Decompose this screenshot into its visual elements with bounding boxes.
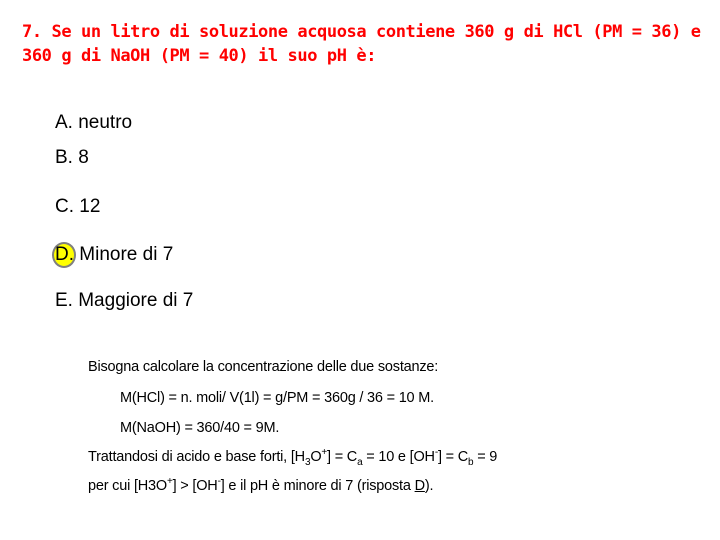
text: ] = C: [437, 449, 468, 465]
text: = 9: [473, 449, 498, 465]
question-line-1: 7. Se un litro di soluzione acquosa contiene 360 g di HCl (PM = 36) e: [22, 22, 701, 42]
text: O: [310, 449, 322, 465]
subscript: b: [467, 456, 474, 468]
option-d-text: . Minore di 7: [68, 244, 174, 265]
option-c: C. 12: [55, 196, 101, 217]
text: ] e il pH è minore di 7 (risposta: [220, 478, 415, 494]
superscript: +: [167, 476, 173, 488]
superscript: +: [321, 447, 328, 459]
superscript: -: [434, 447, 438, 459]
question-line-2: 360 g di NaOH (PM = 40) il suo pH è:: [22, 46, 377, 66]
text: ] > [OH: [172, 478, 218, 494]
subscript: 3: [304, 456, 311, 468]
explanation-conclusion: [88, 477, 433, 495]
option-a: A. neutro: [55, 112, 133, 133]
option-d: [55, 244, 173, 266]
question: [22, 20, 712, 68]
answer-letter: D: [414, 478, 425, 494]
correct-answer-highlight: D: [55, 244, 69, 265]
text: = 10 e [OH: [362, 449, 435, 465]
explanation-m-hcl: M(HCl) = n. moli/ V(1l) = g/PM = 360g / 36 = 10 M.: [120, 390, 434, 406]
superscript: -: [217, 476, 221, 488]
explanation-m-naoh: M(NaOH) = 360/40 = 9M.: [120, 420, 280, 436]
text: Trattandosi di acido e base forti, [H: [88, 449, 305, 465]
explanation-concentrations: [88, 448, 497, 466]
text: ] = C: [327, 449, 358, 465]
option-e: E. Maggiore di 7: [55, 290, 194, 311]
text: per cui [H3O: [88, 478, 167, 494]
text: ).: [424, 478, 434, 494]
subscript: a: [357, 456, 363, 468]
option-b: B. 8: [55, 147, 89, 168]
explanation-intro: Bisogna calcolare la concentrazione delle due sostanze:: [88, 359, 439, 375]
